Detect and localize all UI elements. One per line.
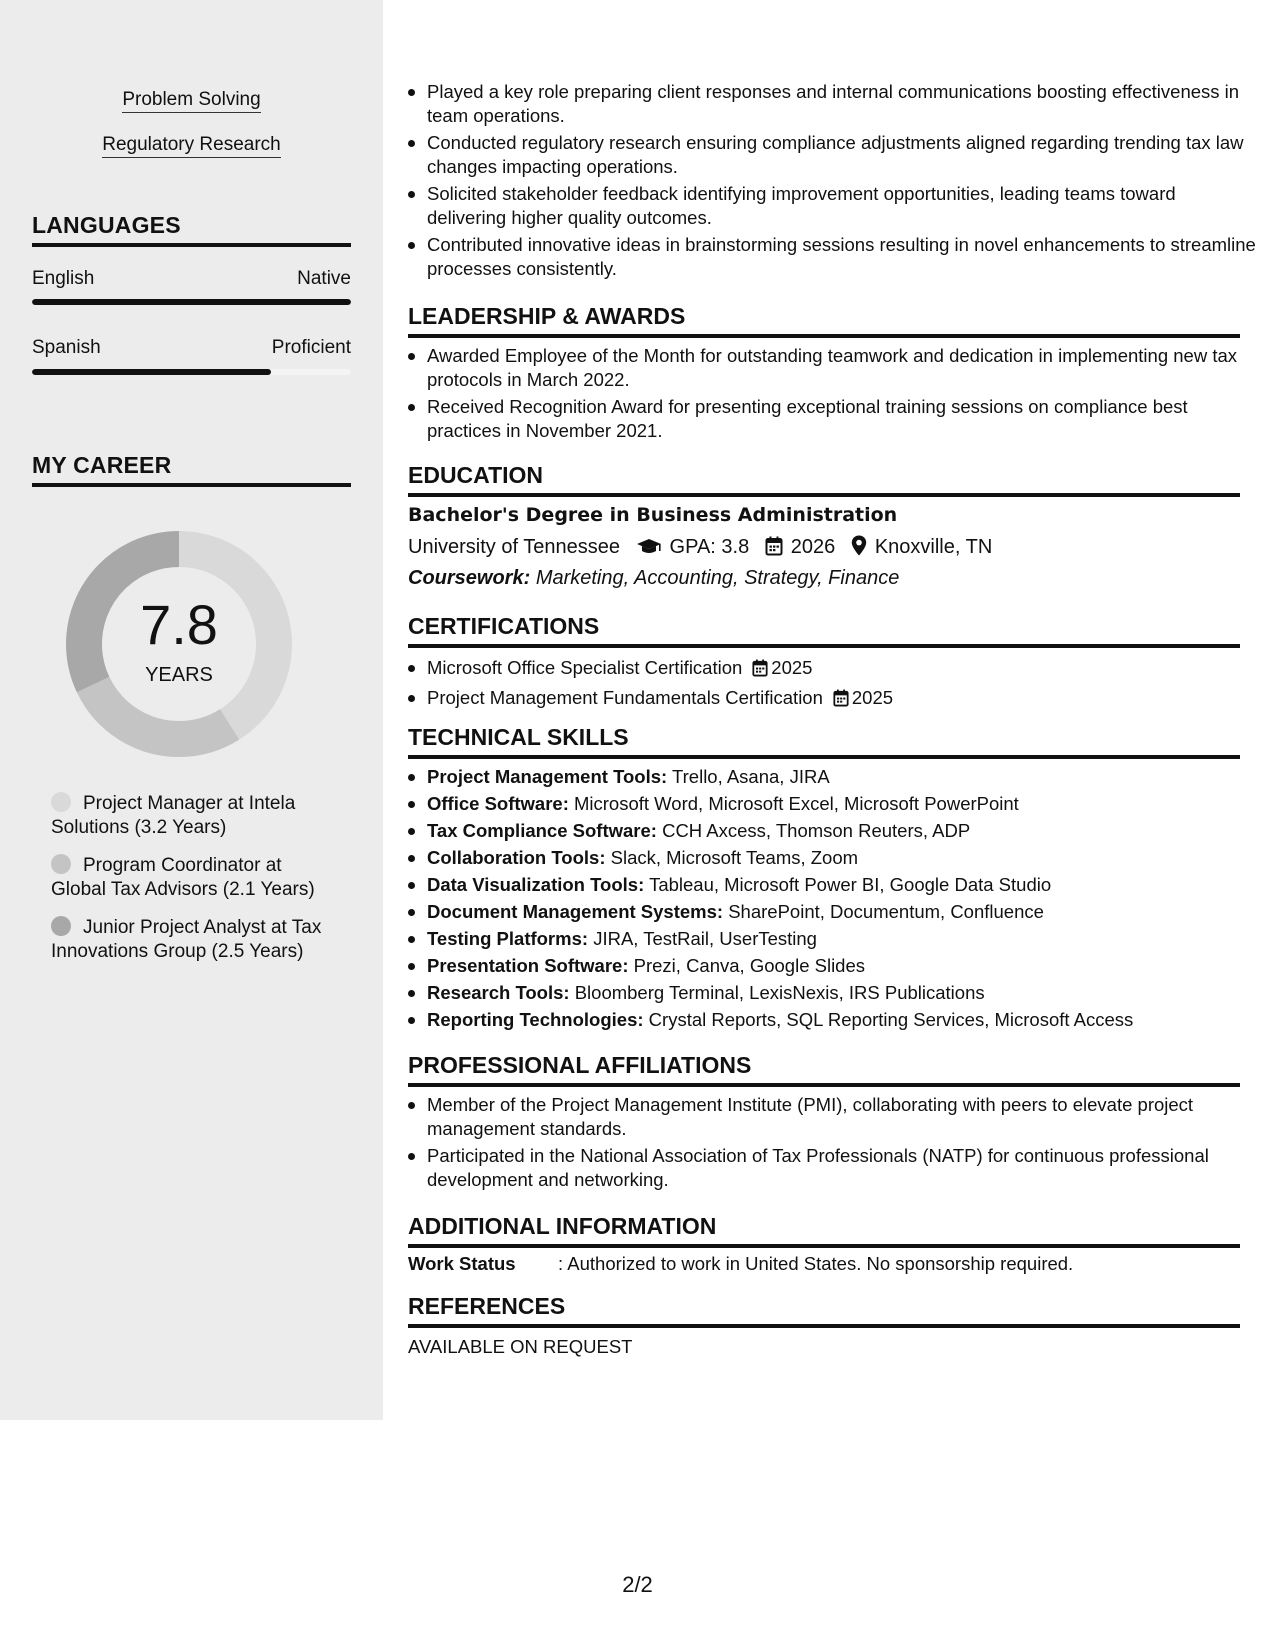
list-item [427, 981, 1259, 1005]
certification-name: Project Management Fundamentals Certification [427, 687, 823, 708]
language-bar [32, 369, 351, 375]
career-legend-item [51, 792, 331, 840]
language-name: Spanish [32, 337, 101, 358]
technical-skills-list [408, 765, 1259, 1035]
list-item [427, 686, 1259, 713]
coursework-value: Marketing, Accounting, Strategy, Finance [535, 567, 900, 589]
skill-values: Crystal Reports, SQL Reporting Services, Microsoft Access [648, 1009, 1134, 1030]
certifications-list [408, 656, 1259, 716]
language-level: Native [297, 268, 351, 289]
skill-values: Slack, Microsoft Teams, Zoom [610, 847, 859, 868]
career-donut-chart [66, 531, 292, 757]
education-location: Knoxville, TN [874, 536, 993, 558]
language-name: English [32, 268, 95, 289]
career-heading: MY CAREER [32, 451, 351, 487]
list-item: Solicited stakeholder feedback identifying improvement opportunities, leading teams toward delivering higher quality outcomes. [427, 182, 1259, 230]
language-bar [32, 299, 351, 305]
skill-values: JIRA, TestRail, UserTesting [593, 928, 817, 949]
leadership-list [408, 344, 1259, 446]
list-item: Awarded Employee of the Month for outstanding teamwork and dedication in implementing new tax protocols in March 2022. [427, 344, 1259, 392]
career-total-years: 7.8 [140, 593, 218, 656]
certification-year: 2025 [851, 687, 894, 708]
graduation-cap-icon [636, 537, 662, 563]
list-item: Contributed innovative ideas in brainstorming sessions resulting in novel enhancements to streamline processes consistently. [427, 233, 1259, 281]
education-year: 2026 [790, 536, 836, 558]
skill-values: Prezi, Canva, Google Slides [633, 955, 866, 976]
skill-category: Tax Compliance Software: [427, 820, 657, 841]
list-item [427, 792, 1259, 816]
list-item [427, 954, 1259, 978]
list-item: Conducted regulatory research ensuring compliance adjustments aligned regarding trending tax law changes impacting operations. [427, 131, 1259, 179]
education-degree: Bachelor's Degree in Business Administration [408, 504, 898, 526]
career-legend-label: Program Coordinator at Global Tax Advisors (2.1 Years) [51, 855, 315, 900]
education-coursework [408, 565, 899, 591]
career-legend-item [51, 916, 331, 964]
skill-tag [0, 88, 383, 112]
experience-bullets [408, 80, 1259, 284]
references-heading: REFERENCES [408, 1292, 1240, 1328]
affiliations-list [408, 1093, 1259, 1195]
skill-category: Collaboration Tools: [427, 847, 606, 868]
work-status-label: Work Status [408, 1253, 516, 1274]
list-item: Member of the Project Management Institute (PMI), collaborating with peers to elevate project management standards. [427, 1093, 1259, 1141]
skill-values: Bloomberg Terminal, LexisNexis, IRS Publications [574, 982, 985, 1003]
skill-values: Trello, Asana, JIRA [672, 766, 830, 787]
list-item [427, 900, 1259, 924]
work-status-row [408, 1252, 1240, 1276]
list-item [427, 765, 1259, 789]
skill-category: Testing Platforms: [427, 928, 589, 949]
skill-tag-label: Problem Solving [122, 89, 260, 113]
certification-year: 2025 [771, 657, 813, 678]
language-bar-fill [32, 369, 271, 375]
technical-skills-heading: TECHNICAL SKILLS [408, 723, 1240, 759]
legend-dot-icon [51, 792, 71, 812]
skill-values: SharePoint, Documentum, Confluence [728, 901, 1044, 922]
language-level: Proficient [271, 337, 351, 358]
skill-category: Project Management Tools: [427, 766, 668, 787]
work-status-value: : Authorized to work in United States. No sponsorship required. [558, 1253, 1074, 1274]
list-item [427, 873, 1259, 897]
list-item [427, 1008, 1259, 1032]
skill-category: Office Software: [427, 793, 569, 814]
list-item: Played a key role preparing client responses and internal communications boosting effectiveness in team operations. [427, 80, 1259, 128]
legend-dot-icon [51, 854, 71, 874]
calendar-icon [833, 689, 849, 713]
education-details [408, 534, 992, 563]
skill-category: Data Visualization Tools: [427, 874, 645, 895]
certification-name: Microsoft Office Specialist Certification [427, 657, 743, 678]
education-school: University of Tennessee [408, 536, 620, 558]
leadership-heading: LEADERSHIP & AWARDS [408, 302, 1240, 338]
education-heading: EDUCATION [408, 461, 1240, 497]
skill-values: Microsoft Word, Microsoft Excel, Microsoft PowerPoint [574, 793, 1019, 814]
list-item: Received Recognition Award for presenting exceptional training sessions on compliance best practices in November 2021. [427, 395, 1259, 443]
skill-tag [0, 133, 383, 157]
skill-values: CCH Axcess, Thomson Reuters, ADP [662, 820, 971, 841]
skill-category: Presentation Software: [427, 955, 629, 976]
certifications-heading: CERTIFICATIONS [408, 612, 1240, 648]
sidebar [0, 0, 383, 1420]
career-total-unit: YEARS [145, 664, 213, 686]
list-item: Participated in the National Association of Tax Professionals (NATP) for continuous professional development and networking. [427, 1144, 1259, 1192]
coursework-label: Coursework: [408, 567, 531, 589]
location-pin-icon [851, 535, 867, 563]
education-gpa: GPA: 3.8 [669, 536, 750, 558]
career-legend-label: Junior Project Analyst at Tax Innovations Group (2.5 Years) [51, 917, 322, 962]
career-legend-label: Project Manager at Intela Solutions (3.2 Years) [51, 793, 296, 838]
list-item [427, 846, 1259, 870]
page-number: 2/2 [622, 1572, 653, 1597]
legend-dot-icon [51, 916, 71, 936]
skill-category: Document Management Systems: [427, 901, 724, 922]
list-item [427, 927, 1259, 951]
skill-values: Tableau, Microsoft Power BI, Google Data Studio [649, 874, 1052, 895]
additional-info-heading: ADDITIONAL INFORMATION [408, 1212, 1240, 1248]
skill-category: Reporting Technologies: [427, 1009, 644, 1030]
skill-category: Research Tools: [427, 982, 570, 1003]
calendar-icon [752, 659, 768, 683]
references-value: AVAILABLE ON REQUEST [408, 1336, 633, 1357]
language-bar-fill [32, 299, 351, 305]
career-legend-item [51, 854, 331, 902]
calendar-icon [765, 536, 783, 563]
list-item [427, 819, 1259, 843]
list-item [427, 656, 1259, 683]
skill-tag-label: Regulatory Research [102, 134, 280, 158]
affiliations-heading: PROFESSIONAL AFFILIATIONS [408, 1051, 1240, 1087]
languages-heading: LANGUAGES [32, 211, 351, 247]
